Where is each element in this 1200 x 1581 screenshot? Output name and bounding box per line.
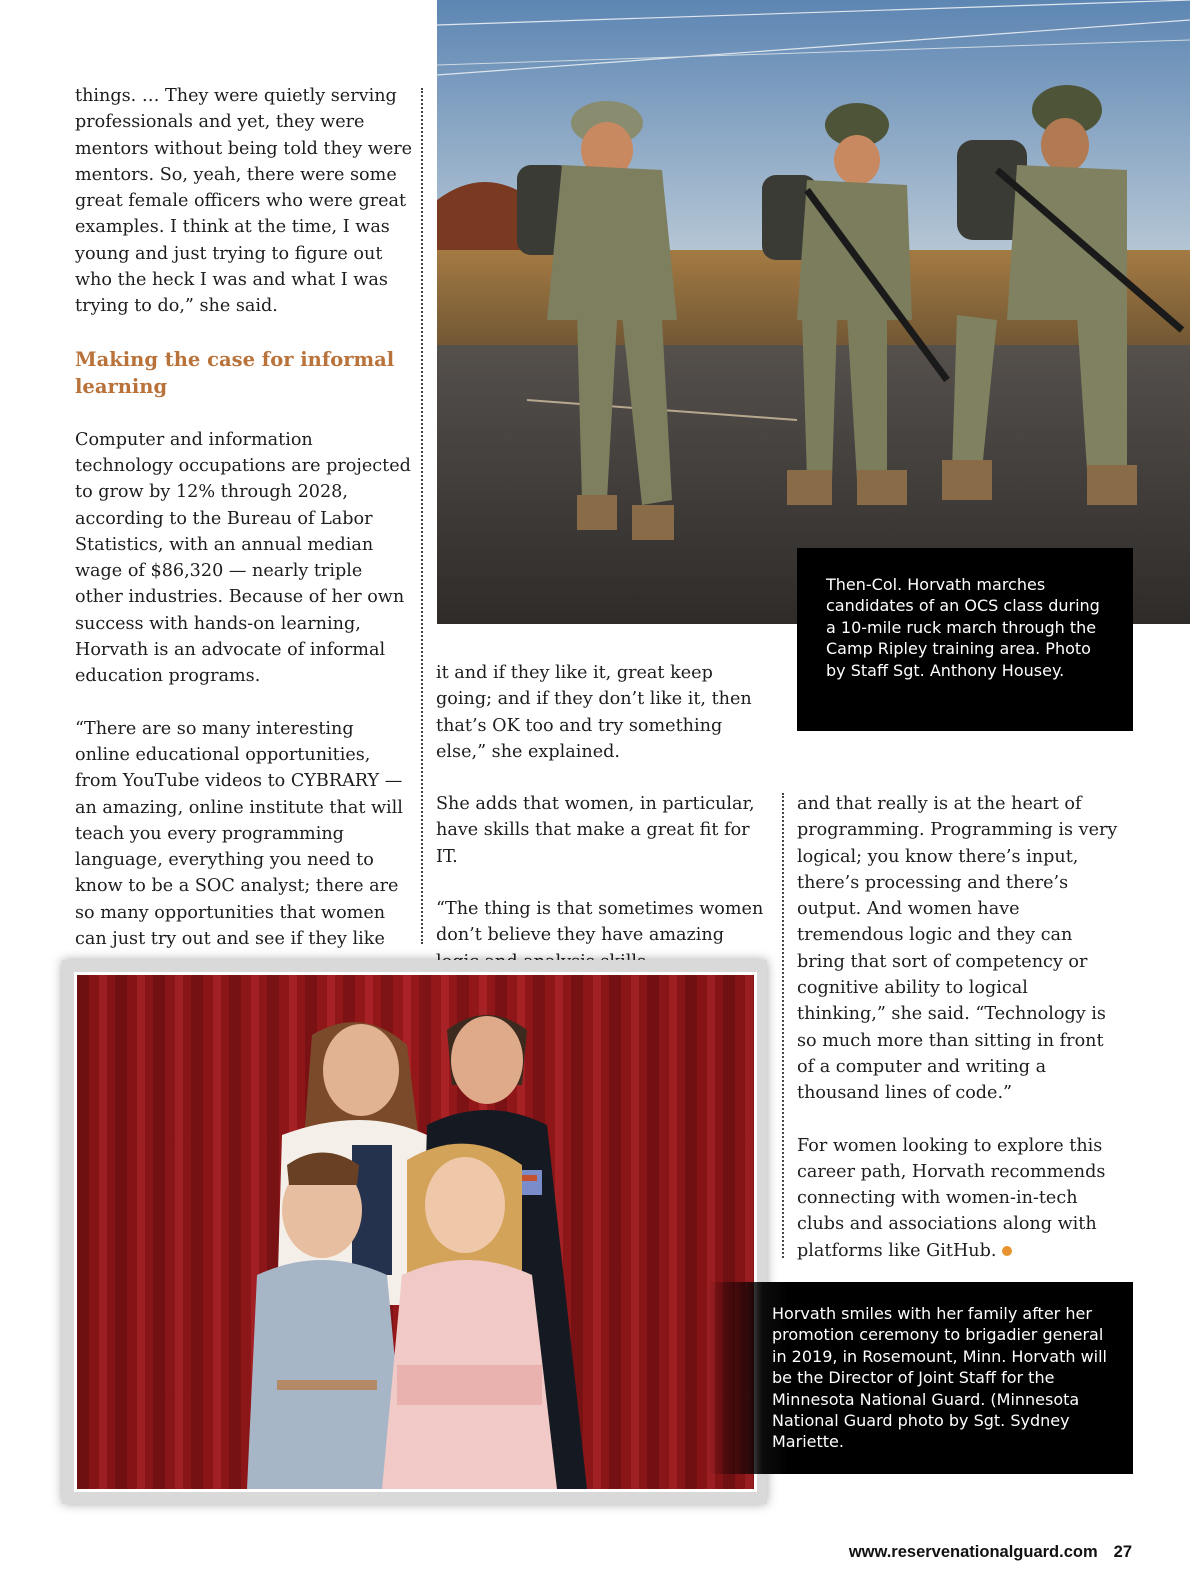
col2-paragraph-2: She adds that women, in particular, have skills that make a great fit for IT.: [436, 794, 755, 867]
col3-paragraph-2: [797, 1133, 1122, 1264]
section-heading: Making the case for informal learning: [75, 347, 395, 398]
ruck-march-photo: [437, 0, 1190, 624]
column-divider-1: [421, 88, 423, 944]
column-divider-2: [782, 793, 784, 1258]
col2-paragraph-1: it and if they like it, great keep going; and if they don’t like it, then that’s OK too and try something else,” she explained.: [436, 663, 752, 762]
article-column-2: [436, 660, 772, 975]
article-column-1: [75, 83, 413, 952]
col1-paragraph-2: Computer and information technology occupations are projected to grow by 12% through 2028, according to the Bureau of Labor Statistics, with an annual median wage of $86,320 — nearly triple other industries. Because of her own success with hands-on learning, Horvath is an advocate of informal education programs.: [75, 429, 411, 687]
family-photo: [74, 972, 757, 1492]
bottom-photo-caption: [708, 1282, 1133, 1474]
col2-paragraph-3: “The thing is that sometimes women don’t believe they have amazing: [436, 899, 764, 946]
page-number: 27: [1113, 1543, 1132, 1561]
ruck-march-illustration: [437, 0, 1190, 624]
top-caption-text: Then-Col. Horvath marches candidates of an OCS class during a 10-mile ruck march through the Camp Ripley training area. Photo by Staff Sgt. Anthony Housey.: [826, 575, 1100, 680]
family-illustration: [77, 975, 754, 1489]
col3-paragraph-1: and that really is at the heart of programming. Programming is very logical; you know there’s input, there’s processing and there’s output. And women have tremendous logic and they can bring that sort of competency or cognitive ability to logical thinking,” she said. “Technology is so much more than sitting in front of a computer and writing a thousand lines of code.”: [797, 794, 1118, 1104]
top-photo-caption: [797, 548, 1133, 731]
col3-paragraph-2-text: For women looking to explore this career path, Horvath recommends connecting with women-in-tech clubs and associations along with platforms like GitHub.: [797, 1135, 1106, 1261]
end-mark-icon: [1002, 1246, 1012, 1256]
bottom-caption-text: Horvath smiles with her family after her promotion ceremony to brigadier general in 2019, in Rosemount, Minn. Horvath will be the Director of Joint Staff for the Minnesota National Guard. (Minnesota National Guard photo by Sgt. Sydney Mariette.: [772, 1304, 1107, 1452]
article-column-3: [797, 791, 1122, 1264]
family-photo-frame: [62, 960, 767, 1504]
col1-paragraph-1: things. … They were quietly serving professionals and yet, they were mentors without being told they were mentors. So, yeah, there were some great female officers who were great examples. I think at the time, I was young and just trying to figure out who the heck I was and what I was trying to do,” she said.: [75, 86, 413, 317]
page-footer: [849, 1543, 1132, 1562]
col1-paragraph-3: “There are so many interesting online educational opportunities, from YouTube videos to CYBRARY — an amazing, online institute that will teach you every programming language, everything you need to know to be a SOC analyst; there are so many opportunities that women can just try out and see if they like: [75, 718, 403, 950]
footer-url[interactable]: www.reservenationalguard.com: [848, 1543, 1098, 1561]
